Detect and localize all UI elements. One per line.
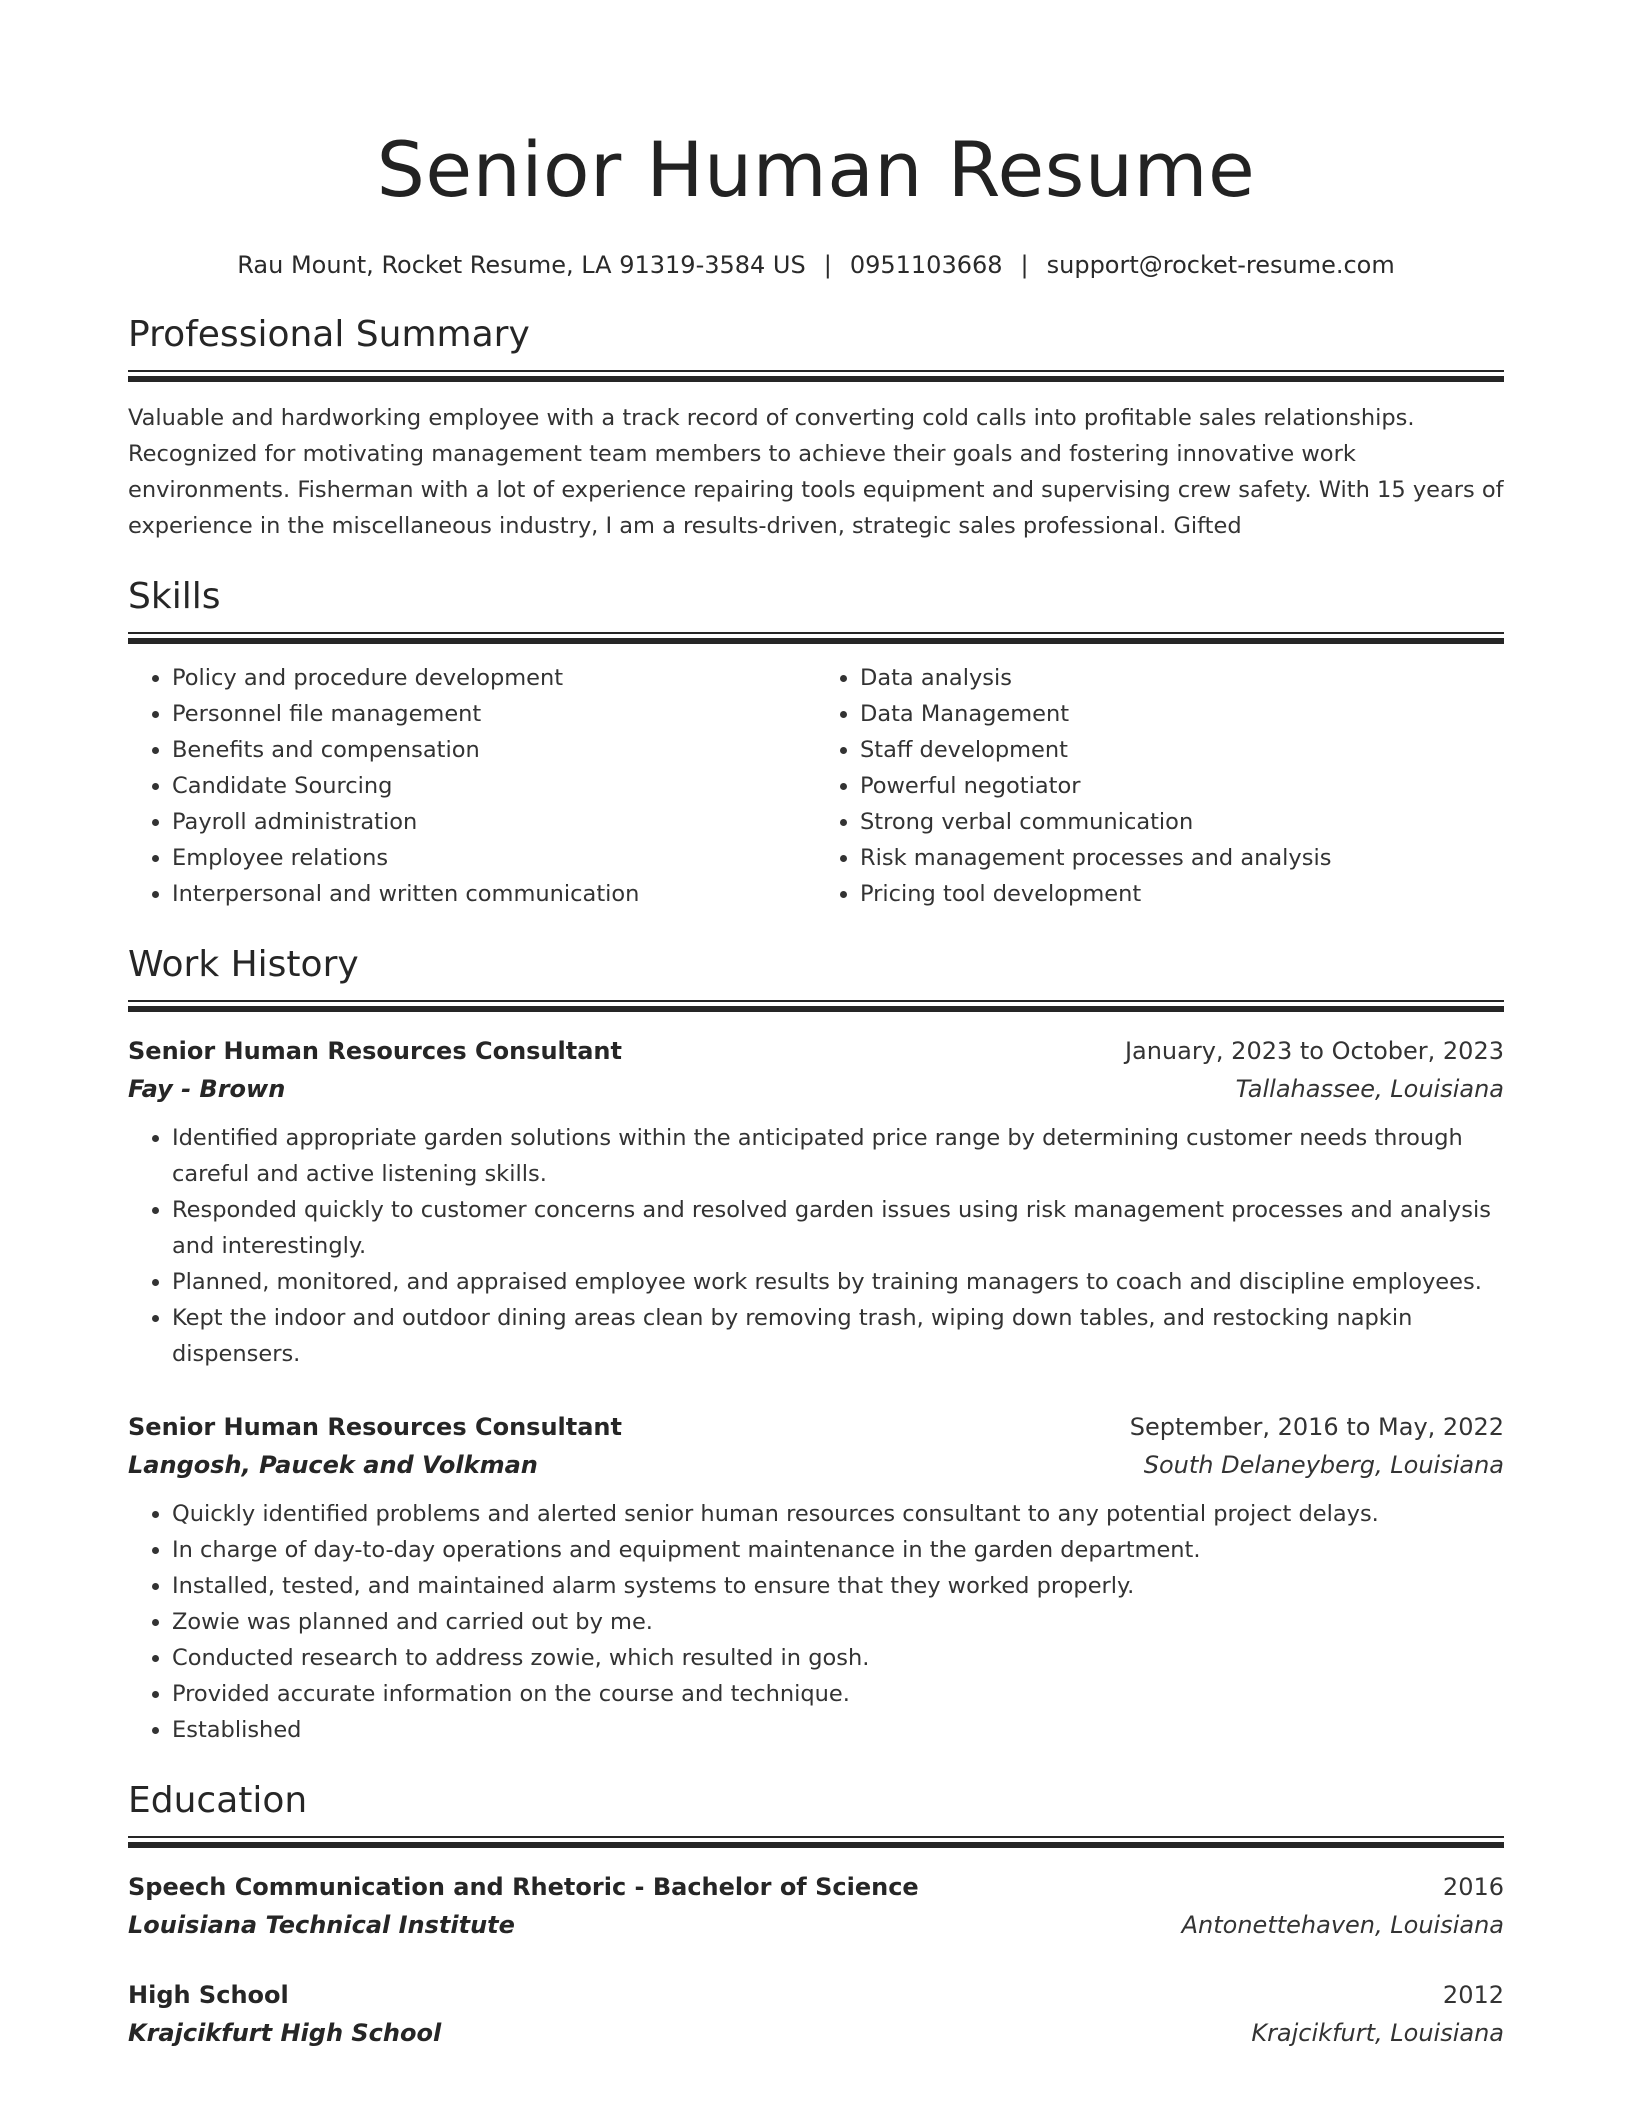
education-degree: Speech Communication and Rhetoric - Bachelor of Science (128, 1873, 919, 1901)
skill-item: • Data Management (860, 696, 1504, 732)
job-bullet: • In charge of day-to-day operations and equipment maintenance in the garden department. (172, 1532, 1504, 1568)
job-dates: September, 2016 to May, 2022 (1129, 1413, 1504, 1441)
education-school-row (128, 1906, 1504, 1944)
contact-line (128, 248, 1504, 282)
education-school: Louisiana Technical Institute (128, 1911, 515, 1939)
skill-item: • Personnel file management (172, 696, 816, 732)
contact-address: Rau Mount, Rocket Resume, LA 91319-3584 US (237, 251, 806, 279)
job-entry (128, 1408, 1504, 1748)
work-history-heading: Work History (128, 944, 359, 985)
education-location: Antonettehaven, Louisiana (1181, 1911, 1504, 1939)
skill-item: • Employee relations (172, 840, 816, 876)
job-entry (128, 1032, 1504, 1372)
job-bullet: • Established (172, 1712, 1504, 1748)
education-year: 2012 (1442, 1981, 1504, 2009)
skill-item: • Candidate Sourcing (172, 768, 816, 804)
work-history-section (128, 942, 1504, 1748)
job-bullet: • Responded quickly to customer concerns and resolved garden issues using risk management processes and analysis and interestingly. (172, 1192, 1504, 1264)
job-bullets (128, 1496, 1504, 1748)
job-title: Senior Human Resources Consultant (128, 1413, 622, 1441)
contact-email[interactable]: support@rocket-resume.com (1046, 251, 1395, 279)
section-divider (128, 370, 1504, 382)
education-entry (128, 1976, 1504, 2052)
education-header-row (128, 1868, 1504, 1906)
education-heading: Education (128, 1780, 308, 1821)
job-header-row (128, 1408, 1504, 1446)
skills-columns (128, 660, 1504, 912)
skill-item: • Strong verbal communication (860, 804, 1504, 840)
skills-left-list (128, 660, 816, 912)
contact-phone[interactable]: 0951103668 (849, 251, 1003, 279)
job-company-row (128, 1446, 1504, 1484)
skill-item: • Policy and procedure development (172, 660, 816, 696)
job-bullet: • Quickly identified problems and alerted senior human resources consultant to any potential project delays. (172, 1496, 1504, 1532)
education-school: Krajcikfurt High School (128, 2019, 442, 2047)
section-divider (128, 1000, 1504, 1012)
skills-right-list (816, 660, 1504, 912)
resume-title: Senior Human Resume (376, 125, 1256, 214)
skill-item: • Payroll administration (172, 804, 816, 840)
job-dates: January, 2023 to October, 2023 (1124, 1037, 1504, 1065)
contact-separator: | (823, 251, 832, 279)
job-bullet: • Installed, tested, and maintained alarm systems to ensure that they worked properly. (172, 1568, 1504, 1604)
education-school-row (128, 2014, 1504, 2052)
skill-item: • Interpersonal and written communication (172, 876, 816, 912)
education-header-row (128, 1976, 1504, 2014)
education-location: Krajcikfurt, Louisiana (1251, 2019, 1504, 2047)
education-section (128, 1778, 1504, 2052)
job-bullet: • Conducted research to address zowie, which resulted in gosh. (172, 1640, 1504, 1676)
section-divider (128, 1836, 1504, 1848)
job-location: Tallahassee, Louisiana (1235, 1075, 1504, 1103)
education-entry (128, 1868, 1504, 1944)
skills-heading: Skills (128, 576, 221, 617)
education-degree: High School (128, 1981, 289, 2009)
job-company: Fay - Brown (128, 1075, 286, 1103)
job-bullet: • Kept the indoor and outdoor dining areas clean by removing trash, wiping down tables, and restocking napkin dispensers. (172, 1300, 1504, 1372)
job-title: Senior Human Resources Consultant (128, 1037, 622, 1065)
skill-item: • Data analysis (860, 660, 1504, 696)
job-bullet: • Identified appropriate garden solutions within the anticipated price range by determining customer needs through careful and active listening skills. (172, 1120, 1504, 1192)
job-company-row (128, 1070, 1504, 1108)
skill-item: • Pricing tool development (860, 876, 1504, 912)
skill-item: • Powerful negotiator (860, 768, 1504, 804)
job-header-row (128, 1032, 1504, 1070)
contact-separator: | (1020, 251, 1029, 279)
summary-section (128, 312, 1504, 544)
skills-section (128, 574, 1504, 912)
skill-item: • Risk management processes and analysis (860, 840, 1504, 876)
skill-item: • Staff development (860, 732, 1504, 768)
skill-item: • Benefits and compensation (172, 732, 816, 768)
job-bullet: • Zowie was planned and carried out by me. (172, 1604, 1504, 1640)
job-bullet: • Provided accurate information on the course and technique. (172, 1676, 1504, 1712)
job-company: Langosh, Paucek and Volkman (128, 1451, 538, 1479)
summary-text: Valuable and hardworking employee with a track record of converting cold calls into profitable sales relationships. Recognized for motivating management team members to achieve their goals and fostering innovative work environments. Fisherman with a lot of experience repairing tools equipment and supervising crew safety. With 15 years of experience in the miscellaneous industry, I am a results-driven, strategic sales professional. Gifted (128, 405, 1504, 539)
job-bullet: • Planned, monitored, and appraised employee work results by training managers to coach and discipline employees. (172, 1264, 1504, 1300)
education-year: 2016 (1442, 1873, 1504, 1901)
job-bullets (128, 1120, 1504, 1372)
job-location: South Delaneyberg, Louisiana (1143, 1451, 1504, 1479)
section-divider (128, 632, 1504, 644)
summary-heading: Professional Summary (128, 314, 530, 355)
